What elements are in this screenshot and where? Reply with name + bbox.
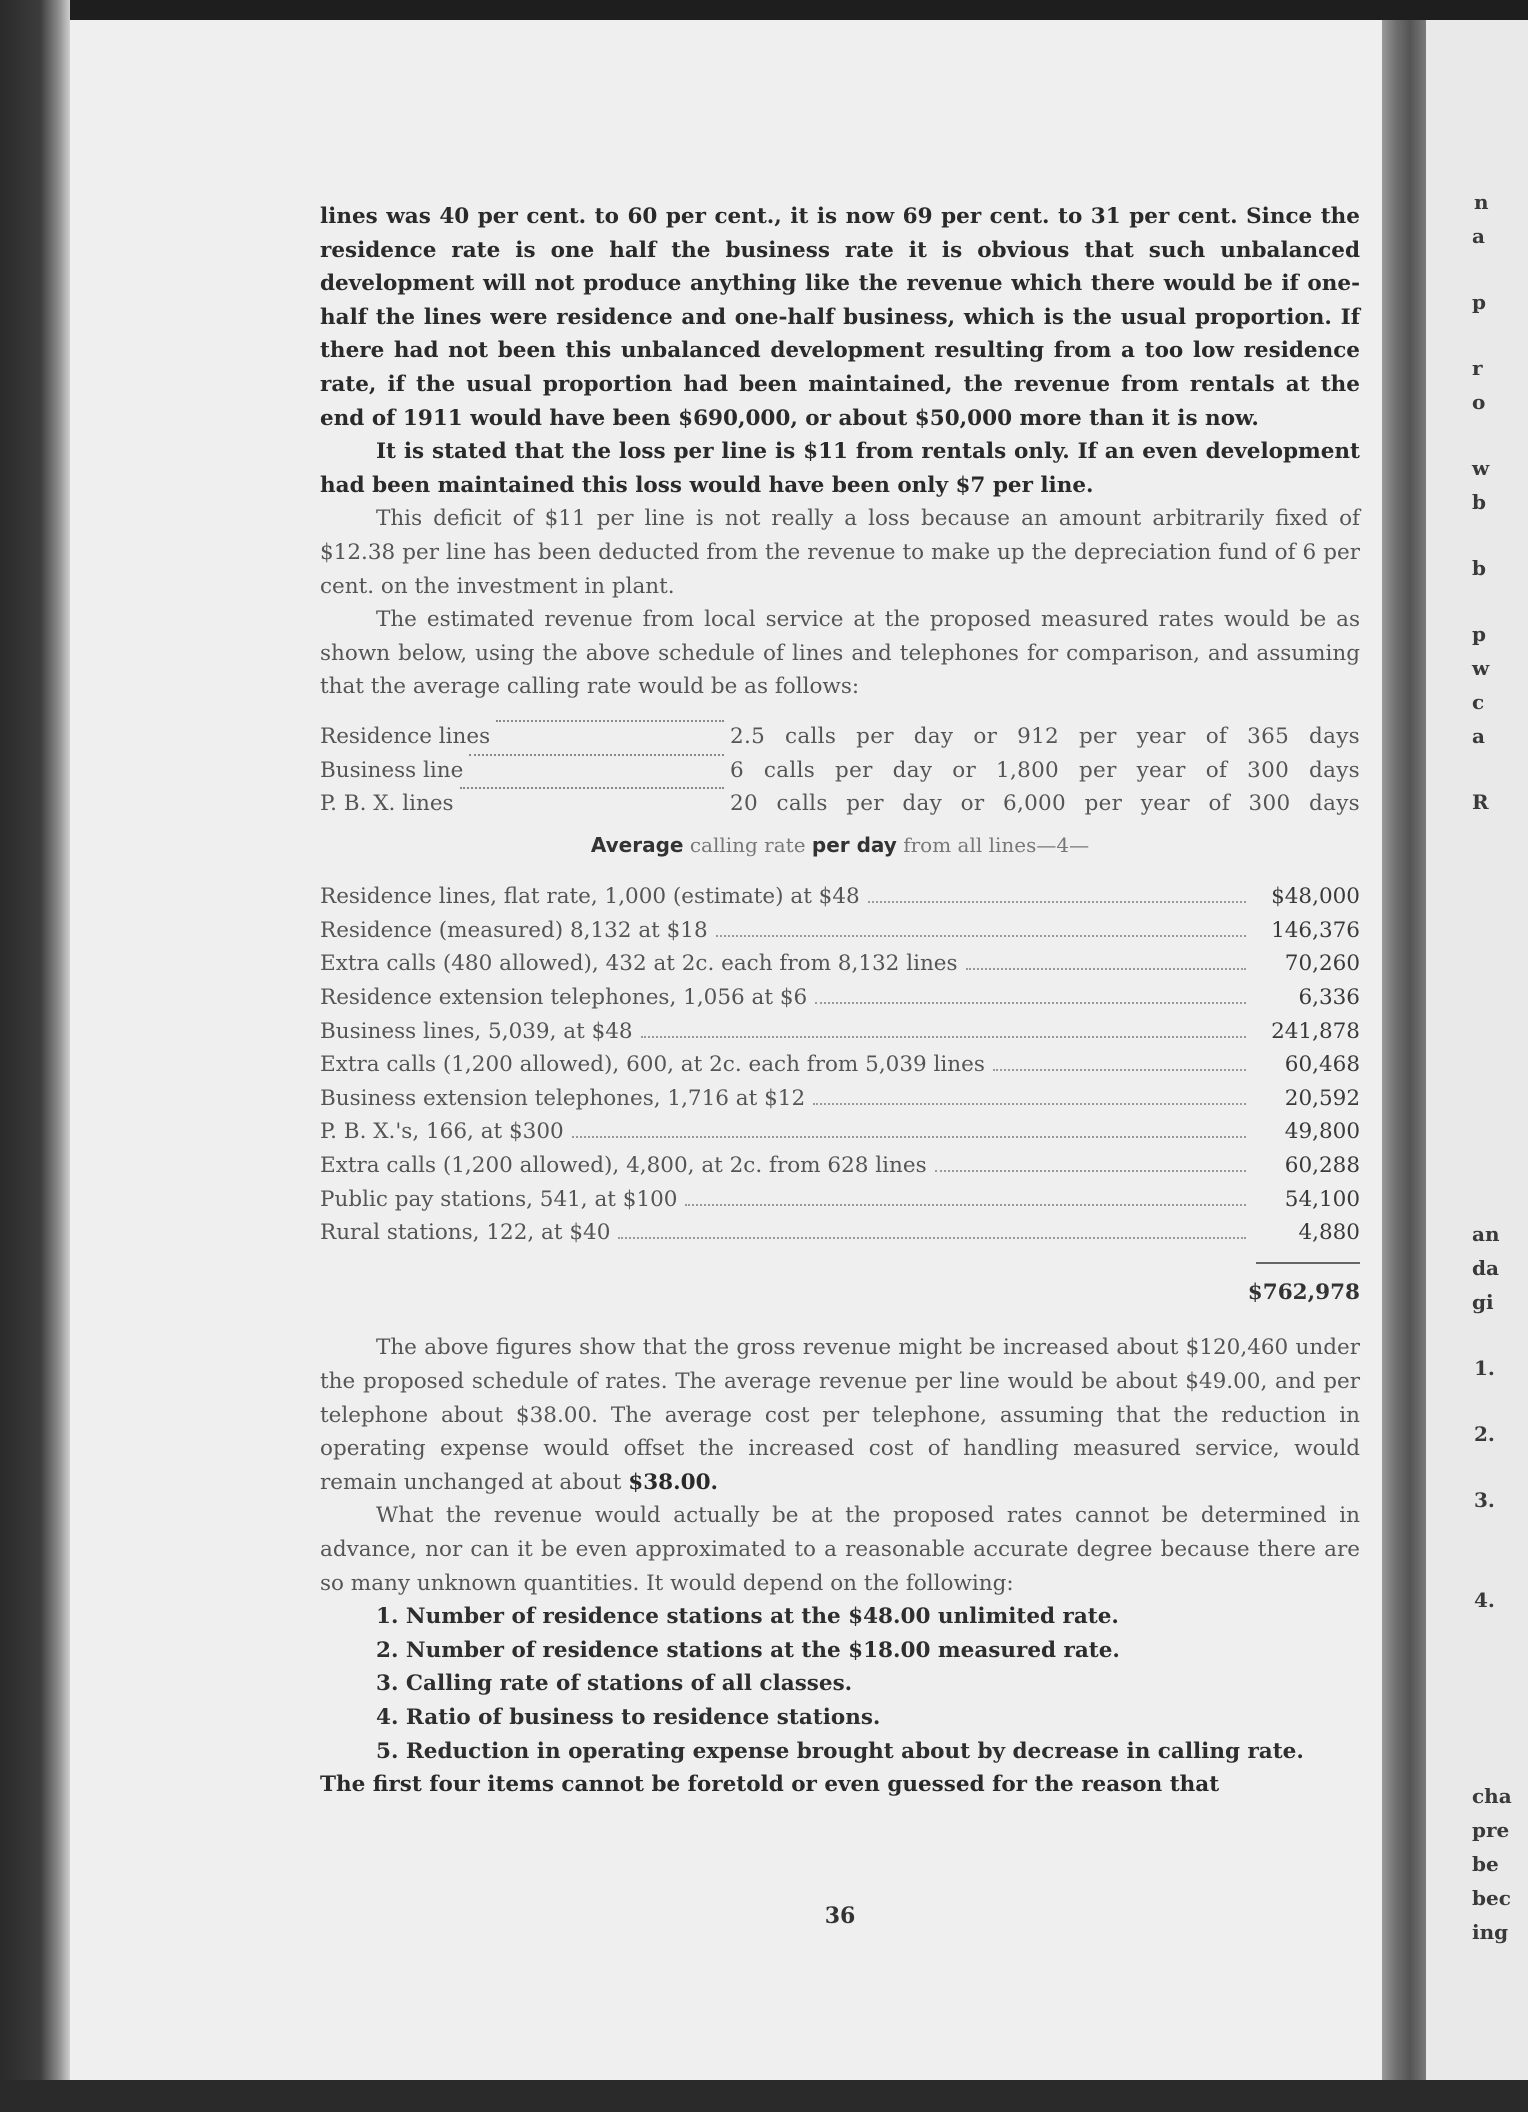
revenue-label: Business lines, 5,039, at $48 [320, 1018, 633, 1044]
dot-leader [868, 901, 1246, 903]
dot-leader [815, 1002, 1246, 1004]
average-word: Average [590, 832, 684, 857]
paragraph-2: It is stated that the loss per line is $11 from rentals only. If an even development had been maintained this loss would have been only $7 per line. [320, 439, 1360, 498]
fragment: R [1472, 790, 1489, 814]
revenue-amount: $48,000 [1271, 884, 1360, 910]
book-spine-shadow [1382, 20, 1426, 2085]
revenue-amount: 241,878 [1271, 1018, 1360, 1044]
scanner-left-border [0, 0, 70, 2112]
fragment: p [1472, 290, 1486, 314]
table-row [320, 1183, 1360, 1217]
rate-label: Business line [320, 757, 464, 783]
fragment: da [1472, 1256, 1499, 1280]
paragraph-3: This deficit of $11 per line is not really a loss because an amount arbitrarily fixed of $12.38 per line has been deducted from the revenue to make up the depreciation fund of 6 per cent. on the investment in plant. [320, 506, 1360, 599]
rate-label: P. B. X. lines [320, 791, 454, 817]
calling-rate-table [320, 720, 1360, 821]
paragraph-5 [320, 1331, 1360, 1499]
fragment: 4. [1474, 1588, 1495, 1612]
fragment: r [1472, 356, 1483, 380]
revenue-label: Business extension telephones, 1,716 at $12 [320, 1085, 806, 1111]
dot-leader [685, 1204, 1246, 1206]
dot-leader [966, 968, 1246, 970]
fragment: bec [1472, 1886, 1511, 1910]
table-row [320, 1216, 1360, 1250]
book-page [70, 20, 1382, 2085]
rate-label: Residence lines [320, 723, 491, 749]
table-row [320, 1015, 1360, 1049]
adjacent-page [1426, 20, 1528, 2085]
revenue-amount: 146,376 [1271, 917, 1360, 943]
revenue-label: Extra calls (1,200 allowed), 600, at 2c. each from 5,039 lines [320, 1052, 985, 1078]
fragment: w [1472, 656, 1490, 680]
fragment: o [1472, 390, 1486, 414]
list-item: 2. Number of residence stations at the $18.00 measured rate. [376, 1637, 1120, 1663]
scanner-bottom-border [0, 2080, 1528, 2112]
from-all-lines-words: from all lines—4— [903, 832, 1090, 857]
dot-leader [716, 935, 1246, 937]
fragment: p [1472, 622, 1486, 646]
total-rule [1256, 1262, 1360, 1264]
paragraph-5-text: The above figures show that the gross revenue might be increased about $120,460 under the proposed schedule of rates. The average revenue per line would be about $49.00, and per telephone about $38.00. The average cost per telephone, assuming that the reduction in operating expense would offset the increased cost of handling measured service, would remain unchanged at about [320, 1335, 1360, 1495]
rate-description: 2.5 calls per day or 912 per year of 365 days [730, 723, 1360, 749]
dot-leader [813, 1103, 1246, 1105]
revenue-label: Public pay stations, 541, at $100 [320, 1186, 678, 1212]
fragment: a [1472, 224, 1485, 248]
revenue-label: Residence extension telephones, 1,056 at $6 [320, 985, 808, 1011]
table-row [320, 981, 1360, 1015]
rate-description: 6 calls per day or 1,800 per year of 300 days [730, 757, 1360, 783]
revenue-label: Extra calls (480 allowed), 432 at 2c. each from 8,132 lines [320, 951, 958, 977]
table-row [320, 720, 1360, 754]
dot-leader [641, 1036, 1246, 1038]
fragment: c [1472, 690, 1485, 714]
page-number: 36 [824, 1903, 856, 1929]
table-row [320, 1082, 1360, 1116]
paragraph-4: The estimated revenue from local service at the proposed measured rates would be as shown below, using the above schedule of lines and telephones for comparison, and assuming that the average calling rate would be as follows: [320, 607, 1360, 700]
list-item: 3. Calling rate of stations of all classes. [376, 1671, 853, 1697]
revenue-table [320, 880, 1360, 1309]
revenue-amount: 4,880 [1298, 1220, 1360, 1246]
dot-leader [935, 1170, 1246, 1172]
list-item: 5. Reduction in operating expense brought about by decrease in calling rate. [376, 1738, 1304, 1764]
fragment: b [1472, 556, 1486, 580]
page-content [320, 200, 1360, 1929]
dot-leader [572, 1136, 1246, 1138]
table-row [320, 947, 1360, 981]
average-calling-rate-line [320, 829, 1360, 863]
paragraph-1: lines was 40 per cent. to 60 per cent., it is now 69 per cent. to 31 per cent. Since the residence rate is one half the business rate it is obvious that such unbalanced development will not produce anything like the revenue which there would be if one-half the lines were residence and one-half business, which is the usual proportion. If there had not been this unbalanced development resulting from a too low residence rate, if the usual proportion had been maintained, the revenue from rentals at the end of 1911 would have been $690,000, or about $50,000 more than it is now. [320, 204, 1360, 431]
list-item: 4. Ratio of business to residence stations. [376, 1704, 881, 1730]
fragment: cha [1472, 1784, 1512, 1808]
fragment: 3. [1474, 1488, 1495, 1512]
table-row [320, 787, 1360, 821]
revenue-amount: 60,288 [1284, 1153, 1360, 1179]
paragraph-6: What the revenue would actually be at the proposed rates cannot be determined in advance, nor can it be even approximated to a reasonable accurate degree because there are so many unknown quantities. It would depend on the following: [320, 1503, 1360, 1596]
dot-leader [469, 754, 724, 756]
revenue-amount: 6,336 [1298, 985, 1360, 1011]
table-row [320, 880, 1360, 914]
table-row [320, 754, 1360, 788]
table-row [320, 914, 1360, 948]
list-item: 1. Number of residence stations at the $48.00 unlimited rate. [376, 1604, 1119, 1630]
revenue-label: Residence lines, flat rate, 1,000 (estimate) at $48 [320, 884, 860, 910]
revenue-amount: 60,468 [1284, 1052, 1360, 1078]
fragment: 2. [1474, 1422, 1495, 1446]
fragment: be [1472, 1852, 1499, 1876]
revenue-amount: 49,800 [1284, 1119, 1360, 1145]
fragment: b [1472, 490, 1486, 514]
dot-leader [496, 720, 724, 722]
revenue-total: $762,978 [1247, 1279, 1360, 1305]
calling-rate-words: calling rate [689, 832, 806, 857]
revenue-label: Extra calls (1,200 allowed), 4,800, at 2c. from 628 lines [320, 1153, 927, 1179]
revenue-label: Rural stations, 122, at $40 [320, 1220, 611, 1246]
fragment: ing [1472, 1920, 1509, 1944]
revenue-label: P. B. X.'s, 166, at $300 [320, 1119, 564, 1145]
table-row [320, 1115, 1360, 1149]
revenue-amount: 20,592 [1284, 1085, 1360, 1111]
fragment: an [1472, 1222, 1500, 1246]
table-row [320, 1048, 1360, 1082]
paragraph-5-end: $38.00. [628, 1469, 719, 1495]
per-day-words: per day [811, 832, 897, 857]
fragment: n [1474, 190, 1489, 214]
rate-description: 20 calls per day or 6,000 per year of 300 days [730, 791, 1360, 817]
dot-leader [460, 787, 724, 789]
fragment: 1. [1474, 1356, 1495, 1380]
fragment: gi [1472, 1290, 1494, 1314]
revenue-amount: 70,260 [1284, 951, 1360, 977]
closing-line: The first four items cannot be foretold or even guessed for the reason that [320, 1772, 1220, 1798]
fragment: a [1472, 724, 1485, 748]
dot-leader [618, 1237, 1246, 1239]
fragment: w [1472, 456, 1490, 480]
fragment: pre [1472, 1818, 1510, 1842]
factor-list [320, 1600, 1360, 1768]
revenue-label: Residence (measured) 8,132 at $18 [320, 917, 708, 943]
dot-leader [993, 1069, 1246, 1071]
table-row [320, 1149, 1360, 1183]
revenue-amount: 54,100 [1284, 1186, 1360, 1212]
